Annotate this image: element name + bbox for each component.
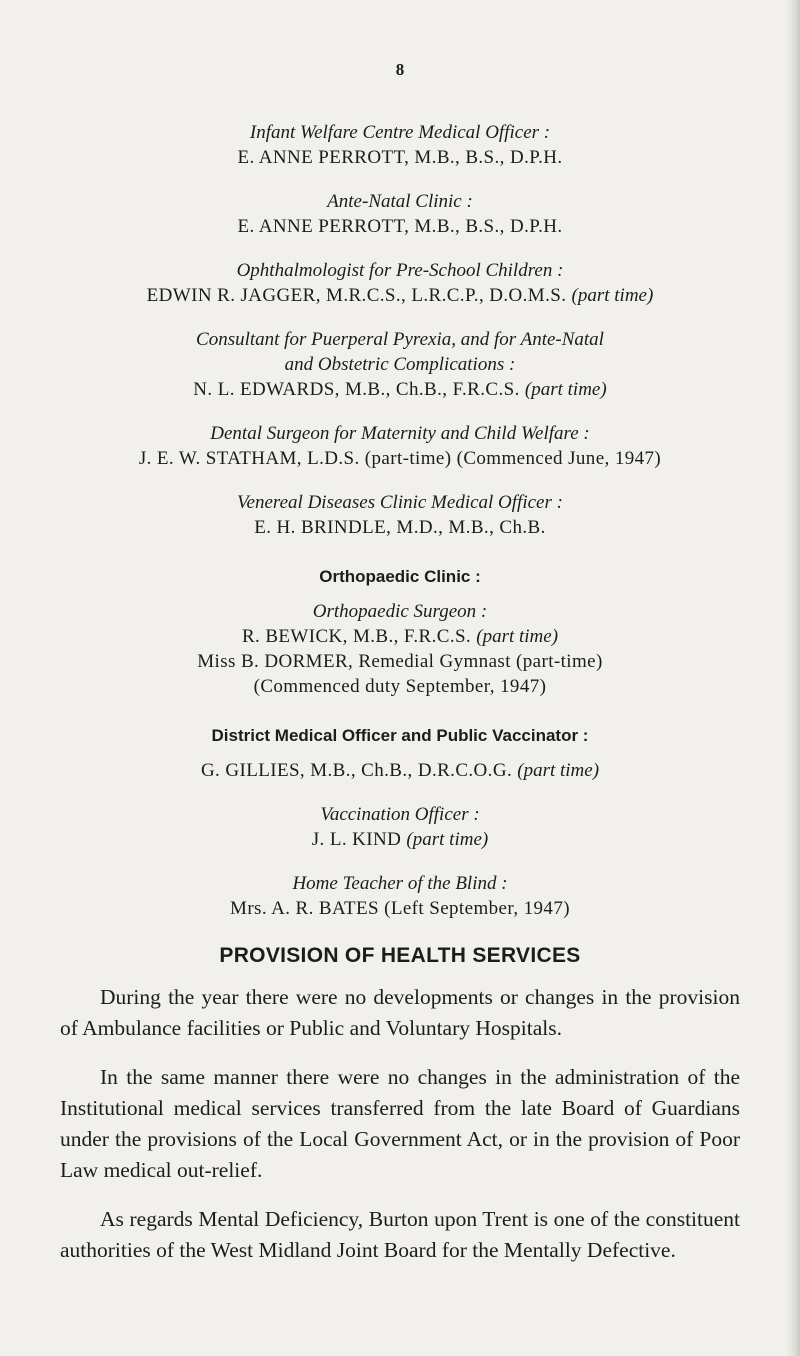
body-paragraph: As regards Mental Deficiency, Burton upon Trent is one of the constituent authorities of the West Midland Joint Board for the Mentally Defective. xyxy=(60,1207,740,1262)
person-note: (Commenced duty September, 1947) xyxy=(253,676,547,697)
page-number: 8 xyxy=(395,60,405,79)
role-title: Orthopaedic Surgeon : xyxy=(312,601,488,622)
section-heading: Orthopaedic Clinic : xyxy=(319,567,481,586)
person-name: G. GILLIES, M.B., Ch.B., D.R.C.O.G. xyxy=(200,760,513,781)
appointment-note: (part time) xyxy=(524,379,607,400)
entry-ante-natal xyxy=(0,189,800,239)
person-name: J. L. KIND xyxy=(311,829,402,850)
role-title: Ophthalmologist for Pre-School Children : xyxy=(236,260,564,281)
person-name: J. E. W. STATHAM, L.D.S. (part-time) (Commenced June, 1947) xyxy=(138,448,662,469)
role-title: Venereal Diseases Clinic Medical Officer : xyxy=(237,492,563,513)
role-title: Ante-Natal Clinic : xyxy=(327,191,473,212)
role-title-line-1: Consultant for Puerperal Pyrexia, and for Ante-Natal xyxy=(196,329,604,350)
section-provision-of-health-services xyxy=(60,944,740,1284)
appointment-note: (part time) xyxy=(476,626,559,647)
person-name: Mrs. A. R. BATES (Left September, 1947) xyxy=(230,898,570,919)
body-paragraph: During the year there were no developments or changes in the provision of Ambulance facilities or Public and Voluntary Hospitals. xyxy=(60,985,740,1040)
entry-venereal-diseases xyxy=(0,490,800,540)
person-line xyxy=(0,377,800,402)
entry-infant-welfare xyxy=(0,120,800,170)
person-line xyxy=(0,624,800,649)
person-line xyxy=(0,283,800,308)
person-line xyxy=(0,827,800,852)
person-name: R. BEWICK, M.B., F.R.C.S. xyxy=(241,626,472,647)
appointment-note: (part time) xyxy=(406,829,489,850)
section-heading: District Medical Officer and Public Vaccinator : xyxy=(211,726,589,745)
section-orthopaedic-clinic xyxy=(0,564,800,699)
role-title-line-2: and Obstetric Complications : xyxy=(284,354,516,375)
section-title: PROVISION OF HEALTH SERVICES xyxy=(219,944,581,967)
page-edge-shadow xyxy=(786,0,800,1356)
person-name: Miss B. DORMER, Remedial Gymnast (part-time) xyxy=(197,651,603,672)
entry-dental-surgeon xyxy=(0,421,800,471)
person-name: E. ANNE PERROTT, M.B., B.S., D.P.H. xyxy=(237,216,563,237)
role-title: Infant Welfare Centre Medical Officer : xyxy=(249,122,551,143)
appointment-note: (part time) xyxy=(571,285,654,306)
entry-home-teacher xyxy=(0,871,800,921)
person-name: EDWIN R. JAGGER, M.R.C.S., L.R.C.P., D.O.M.S. xyxy=(146,285,567,306)
entry-consultant-puerperal xyxy=(0,327,800,402)
role-title: Home Teacher of the Blind : xyxy=(292,873,508,894)
staff-listing xyxy=(0,120,800,940)
role-title: Vaccination Officer : xyxy=(320,804,480,825)
person-name: E. ANNE PERROTT, M.B., B.S., D.P.H. xyxy=(237,147,563,168)
body-paragraph: In the same manner there were no changes in the administration of the Institutional medical services transferred from the late Board of Guardians under the provisions of the Local Government Act, or in the provision of Poor Law medical out-relief. xyxy=(60,1065,740,1182)
role-title: Dental Surgeon for Maternity and Child Welfare : xyxy=(210,423,590,444)
person-name: N. L. EDWARDS, M.B., Ch.B., F.R.C.S. xyxy=(193,379,520,400)
entry-ophthalmologist xyxy=(0,258,800,308)
entry-vaccination-officer xyxy=(0,802,800,852)
appointment-note: (part time) xyxy=(517,760,600,781)
section-district-medical-officer xyxy=(0,723,800,783)
person-name: E. H. BRINDLE, M.D., M.B., Ch.B. xyxy=(254,517,546,538)
person-line xyxy=(0,758,800,783)
